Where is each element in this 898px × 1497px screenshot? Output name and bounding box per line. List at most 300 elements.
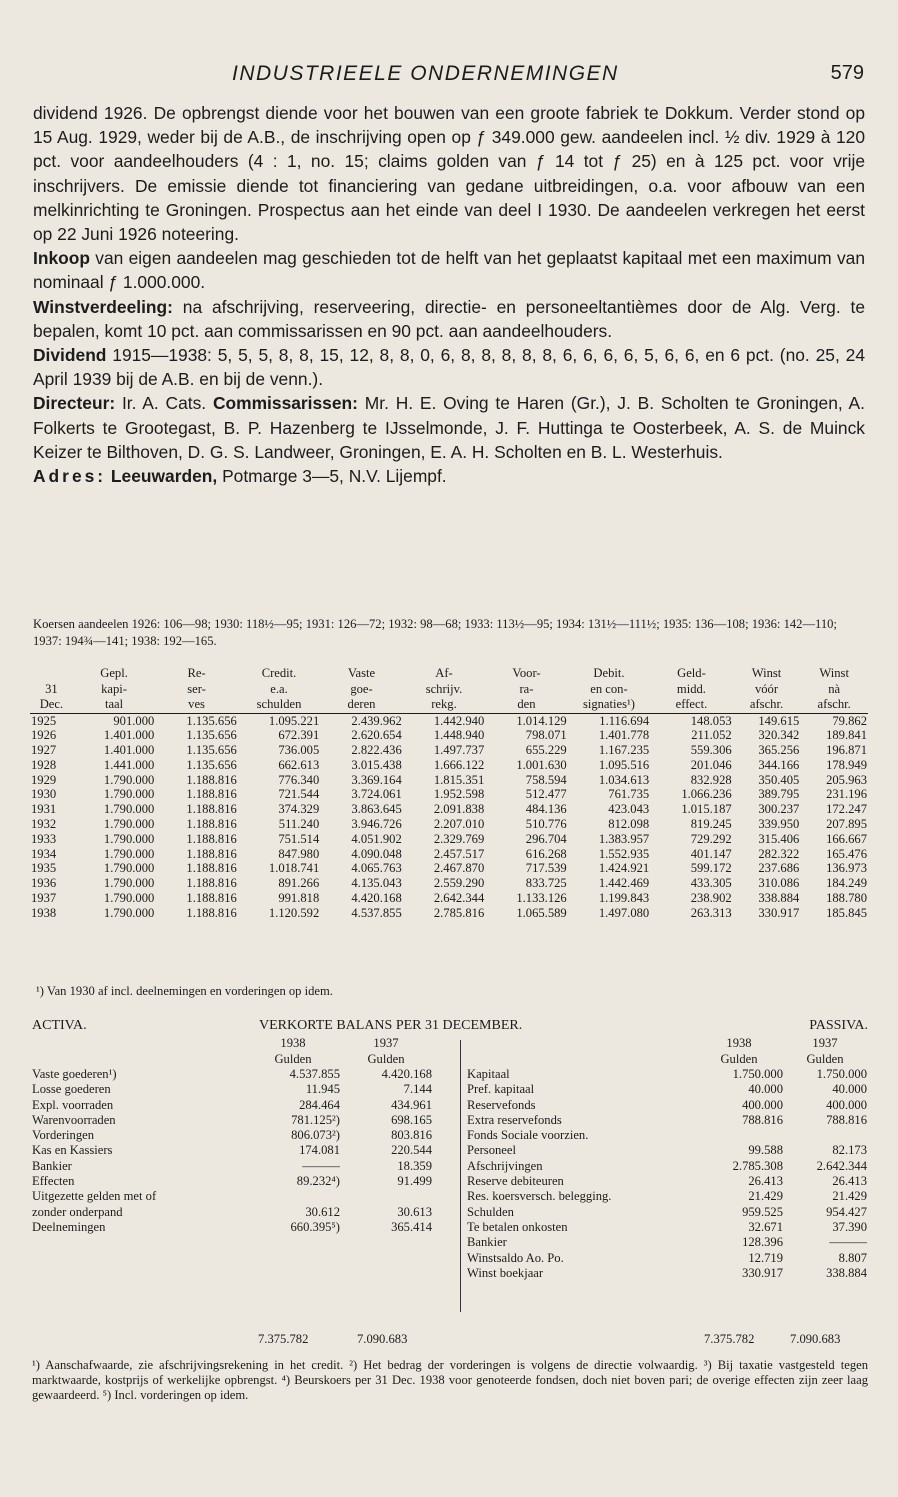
value-cell: 4.537.855 (351, 905, 402, 920)
value-cell: 1.448.940 (433, 728, 485, 743)
passiva-item-value: 1.750.000 (732, 1067, 783, 1081)
value-cell: 1.167.235 (598, 743, 650, 758)
column-header-line: Winst (819, 666, 849, 680)
activa-item-value: ——— (302, 1158, 340, 1173)
passiva-item-label: Kapitaal (467, 1067, 510, 1081)
value-cell: 721.544 (278, 787, 320, 802)
activa-item-value (246, 1189, 340, 1204)
winstverdeeling-paragraph (33, 295, 865, 343)
passiva-item-value: 40.000 (832, 1082, 867, 1097)
value-cell: 1.383.957 (598, 831, 650, 846)
column-header-line: rekg. (431, 697, 457, 711)
column-header-line: Dec. (39, 697, 64, 711)
value-cell: 3.015.438 (351, 757, 402, 772)
column-header-line: e.a. (270, 681, 288, 696)
passiva-item-label: Reservefonds (467, 1097, 536, 1112)
value-cell: 512.477 (525, 787, 567, 802)
column-header (650, 666, 732, 713)
passiva-item-label: Bankier (467, 1235, 507, 1250)
passiva-row (467, 1067, 867, 1082)
column-header-line: kapi- (101, 681, 127, 696)
value-cell: 296.704 (525, 831, 567, 846)
column-header-line: den (517, 697, 536, 711)
value-cell: 1.135.656 (186, 713, 237, 728)
value-cell: 4.065.763 (351, 861, 402, 876)
table-row (30, 773, 868, 788)
passiva-item-value: 400.000 (826, 1097, 867, 1112)
table-body (30, 713, 868, 921)
value-cell: 2.329.769 (433, 831, 485, 846)
activa-item-label: Vorderingen (32, 1128, 95, 1143)
activa-item-value: 698.165 (391, 1112, 432, 1127)
value-cell: 374.329 (278, 802, 320, 817)
column-header (800, 666, 868, 713)
table-row (30, 713, 868, 728)
value-cell: 991.818 (278, 891, 320, 906)
column-header-line: midd. (676, 681, 706, 696)
year-cell: 1934 (31, 846, 57, 861)
year-cell: 1930 (31, 787, 57, 802)
value-cell: 1.401.000 (103, 728, 155, 743)
value-cell: 1.442.469 (598, 876, 650, 891)
passiva-item-value: 21.429 (832, 1189, 867, 1204)
year-cell: 1936 (31, 876, 57, 891)
passiva-item-value: 99.588 (748, 1143, 783, 1158)
passiva-total-1937: 7.090.683 (790, 1332, 841, 1346)
running-head (0, 62, 898, 88)
value-cell: 1.790.000 (103, 772, 155, 787)
value-cell: 423.043 (608, 802, 650, 817)
value-cell: 136.973 (826, 861, 867, 876)
activa-item-value: 434.961 (391, 1097, 432, 1112)
passiva-year-1938: 1938 (726, 1036, 752, 1050)
activa-row (32, 1159, 432, 1174)
value-cell: 1.790.000 (103, 846, 155, 861)
value-cell: 3.946.726 (351, 817, 402, 832)
value-cell: 891.266 (278, 876, 320, 891)
passiva-item-value (695, 1128, 783, 1143)
activa-item-value: 91.499 (397, 1174, 432, 1189)
value-cell: 1.095.516 (598, 757, 650, 772)
value-cell: 2.642.344 (433, 891, 485, 906)
value-cell: 1.135.656 (186, 757, 237, 772)
column-header-line: schrijv. (425, 681, 463, 696)
share-prices: Koersen aandeelen 1926: 106—98; 1930: 118½—95; 1931: 126—72; 1932: 98—68; 1933: 113½—95; 1934: 131½—111½; 1935: 136—108; 1936: 142—110; 1937: 194¾—141; 1938: 192—165. (33, 617, 837, 648)
year-cell: 1933 (31, 831, 57, 846)
value-cell: 433.305 (690, 876, 732, 891)
value-cell: 484.136 (525, 802, 567, 817)
value-cell: 832.928 (690, 772, 732, 787)
value-cell: 751.514 (278, 831, 320, 846)
activa-row (32, 1220, 432, 1235)
value-cell: 178.949 (826, 757, 867, 772)
value-cell: 1.188.816 (186, 802, 237, 817)
passiva-item-label: Personeel (467, 1143, 516, 1158)
activa-item-value: 174.081 (299, 1143, 340, 1158)
balance-footnotes: ¹) Aanschafwaarde, zie afschrijvingsrekening in het credit. ²) Het bedrag der vorderingen is volgens de directie volwaardig. ³) Bij taxatie vastgesteld tegen marktwaarde, kostprijs of werkelijke opbrengst. ⁴) Beurskoers per 31 Dec. 1938 voor genoteerde fondsen, doch niet boven pari; de overige effecten zijn zeer laag gewaardeerd. ⁵) Incl. vorderingen op idem. (32, 1358, 868, 1402)
passiva-currency-row (467, 1052, 867, 1068)
table-row (30, 876, 868, 891)
activa-item-label: Kas en Kassiers (32, 1143, 113, 1158)
value-cell: 149.615 (758, 713, 800, 728)
value-cell: 205.963 (826, 772, 867, 787)
value-cell: 1.497.737 (433, 743, 485, 758)
passiva-total-1938: 7.375.782 (704, 1332, 755, 1346)
value-cell: 599.172 (690, 861, 732, 876)
value-cell: 1.790.000 (103, 831, 155, 846)
passiva-item-value: 788.816 (742, 1112, 783, 1127)
value-cell: 310.086 (758, 876, 800, 891)
passiva-item-value: ——— (829, 1235, 867, 1250)
value-cell: 510.776 (525, 817, 567, 832)
value-cell: 211.052 (691, 728, 732, 743)
activa-item-value: 30.612 (305, 1204, 340, 1219)
activa-year-1937: 1937 (373, 1036, 399, 1050)
value-cell: 1.790.000 (103, 802, 155, 817)
activa-item-label: Bankier (32, 1158, 72, 1173)
value-cell: 819.245 (690, 817, 732, 832)
activa-currency-row (32, 1052, 432, 1068)
column-header-line: Geld- (677, 666, 706, 680)
value-cell: 172.247 (826, 802, 867, 817)
column-header (238, 666, 320, 713)
value-cell: 662.613 (278, 757, 320, 772)
activa-item-value: 4.420.168 (381, 1067, 432, 1081)
value-cell: 1.790.000 (103, 905, 155, 920)
value-cell: 1.066.236 (681, 787, 732, 802)
value-cell: 1.401.778 (598, 728, 650, 743)
activa-item-value: 660.395⁵) (290, 1219, 340, 1234)
activa-item-value: 18.359 (397, 1158, 432, 1173)
passiva-item-value: 959.525 (742, 1204, 783, 1219)
value-cell: 339.950 (758, 817, 800, 832)
value-cell: 1.188.816 (186, 876, 237, 891)
value-cell: 184.249 (826, 876, 867, 891)
year-cell: 1926 (31, 728, 57, 743)
value-cell: 2.207.010 (433, 817, 485, 832)
value-cell: 1.441.000 (103, 757, 155, 772)
passiva-item-value: 40.000 (748, 1082, 783, 1097)
value-cell: 798.071 (525, 728, 567, 743)
value-cell: 2.457.517 (433, 846, 485, 861)
value-cell: 559.306 (690, 743, 732, 758)
table-row (30, 891, 868, 906)
value-cell: 616.268 (525, 846, 567, 861)
column-header-line: vóór (754, 681, 779, 696)
passiva-row (467, 1235, 867, 1250)
activa-item-label: Vaste goederen¹) (32, 1067, 117, 1081)
value-cell: 4.051.902 (351, 831, 402, 846)
column-header-line: ves (188, 697, 205, 711)
value-cell: 1.095.221 (268, 713, 320, 728)
table-header-row (30, 666, 868, 713)
value-cell: 185.845 (826, 905, 867, 920)
value-cell: 511.240 (278, 817, 320, 832)
dividend-text: 1915—1938: 5, 5, 5, 8, 8, 15, 12, 8, 8, 0, 6, 8, 8, 8, 8, 8, 6, 6, 6, 6, 5, 6, 6, en 6 pct. (no. 25, 24 April 1939 bij de A.B. en bij de venn.). (33, 345, 865, 390)
value-cell: 189.841 (826, 728, 867, 743)
passiva-item-value: 37.390 (832, 1219, 867, 1234)
activa-item-label: zonder onderpand (32, 1204, 123, 1219)
activa-item-label: Losse goederen (32, 1082, 111, 1097)
passiva-item-value: 400.000 (742, 1097, 783, 1112)
value-cell: 2.620.654 (351, 728, 402, 743)
value-cell: 1.188.816 (186, 905, 237, 920)
value-cell: 736.005 (278, 743, 320, 758)
value-cell: 1.135.656 (186, 728, 237, 743)
value-cell: 1.497.080 (598, 905, 650, 920)
table-row (30, 728, 868, 743)
value-cell: 263.313 (690, 905, 732, 920)
balance-sheet-heading (32, 1018, 868, 1036)
directeur-label: Directeur: (33, 393, 116, 414)
column-header-line: ser- (187, 681, 206, 696)
value-cell: 1.199.843 (598, 891, 650, 906)
column-header (403, 666, 485, 713)
value-cell: 165.476 (826, 846, 867, 861)
table-row (30, 758, 868, 773)
column-header-line: Vaste (347, 666, 376, 680)
passiva-row (467, 1220, 867, 1235)
adres-text: Potmarge 3—5, N.V. Lijempf. (217, 466, 447, 487)
passiva-year-row (467, 1036, 867, 1052)
passiva-item-value: 2.642.344 (816, 1158, 867, 1173)
column-header-line: afschr. (817, 697, 851, 711)
value-cell: 4.090.048 (351, 846, 402, 861)
value-cell: 1.120.592 (268, 905, 320, 920)
passiva-item-label: Winst boekjaar (467, 1265, 544, 1280)
value-cell: 1.188.816 (186, 817, 237, 832)
activa-total-1937: 7.090.683 (357, 1332, 408, 1346)
value-cell: 2.822.436 (351, 743, 402, 758)
passiva-item-value: 32.671 (748, 1219, 783, 1234)
value-cell: 1.034.613 (598, 772, 650, 787)
passiva-item-value: 1.750.000 (816, 1067, 867, 1081)
value-cell: 1.133.126 (516, 891, 567, 906)
year-cell: 1935 (31, 861, 57, 876)
adres-city: Leeuwarden, (106, 466, 218, 487)
passiva-row (467, 1098, 867, 1113)
column-header (73, 666, 155, 713)
activa-item-value: 7.144 (403, 1082, 432, 1097)
activa-item-label: Warenvoorraden (32, 1112, 116, 1127)
page-number: 579 (830, 62, 864, 84)
year-cell: 1928 (31, 757, 57, 772)
activa-row (32, 1067, 432, 1082)
value-cell: 4.135.043 (351, 876, 402, 891)
year-cell: 1925 (31, 713, 57, 728)
passiva-item-value: 26.413 (832, 1174, 867, 1189)
passiva-item-value: 21.429 (748, 1189, 783, 1204)
running-head-title: INDUSTRIEELE ONDERNEMINGEN (232, 62, 619, 85)
column-header (568, 666, 650, 713)
passiva-item-label: Schulden (467, 1204, 514, 1219)
value-cell: 1.188.816 (186, 787, 237, 802)
value-cell: 338.884 (758, 891, 800, 906)
value-cell: 833.725 (525, 876, 567, 891)
activa-item-label: Uitgezette gelden met of (32, 1189, 157, 1204)
column-header-line: en con- (590, 681, 628, 696)
column-header (320, 666, 402, 713)
activa-item-label: Effecten (32, 1174, 75, 1189)
value-cell: 315.406 (758, 831, 800, 846)
table-row (30, 787, 868, 802)
activa-item-value: 284.464 (299, 1097, 340, 1112)
column-header-line: goe- (350, 681, 373, 696)
value-cell: 2.467.870 (433, 861, 485, 876)
column-header-line: Af- (435, 666, 453, 680)
activa-item-value: 365.414 (391, 1219, 432, 1234)
activa-year-1938: 1938 (280, 1036, 306, 1050)
passiva-currency-1937: Gulden (806, 1051, 844, 1066)
management-paragraph (33, 391, 865, 464)
value-cell: 2.439.962 (351, 713, 402, 728)
passiva-row (467, 1082, 867, 1097)
passiva-row (467, 1266, 867, 1281)
value-cell: 300.237 (758, 802, 800, 817)
table-footnote: ¹) Van 1930 af incl. deelnemingen en vorderingen op idem. (36, 984, 333, 998)
value-cell: 847.980 (278, 846, 320, 861)
column-header-line: signaties¹) (582, 697, 635, 711)
value-cell: 1.952.598 (433, 787, 485, 802)
value-cell: 1.790.000 (103, 861, 155, 876)
activa-row (32, 1128, 432, 1143)
value-cell: 1.018.741 (268, 861, 320, 876)
activa-year-row (32, 1036, 432, 1052)
activa-row (32, 1113, 432, 1128)
passiva-item-label: Res. koersversch. belegging. (467, 1189, 612, 1204)
passiva-row (467, 1189, 867, 1204)
value-cell: 1.790.000 (103, 787, 155, 802)
value-cell: 401.147 (690, 846, 732, 861)
value-cell: 1.135.656 (186, 743, 237, 758)
winstverdeeling-text: na afschrijving, reserveering, directie- en personeeltantièmes door de Alg. Verg. te bepalen, komt 10 pct. aan commissarissen en 90 pct. aan aandeelhouders. (33, 296, 865, 341)
column-header (155, 666, 237, 713)
value-cell: 1.015.187 (681, 802, 732, 817)
value-cell: 729.292 (690, 831, 732, 846)
table-row (30, 832, 868, 847)
value-cell: 1.401.000 (103, 743, 155, 758)
activa-item-value: 806.073²) (291, 1128, 340, 1143)
column-header-line: Gepl. (100, 666, 128, 680)
value-cell: 2.091.838 (433, 802, 485, 817)
column-header-line: afschr. (749, 697, 784, 711)
column-header-line: 31 (45, 681, 58, 696)
value-cell: 166.667 (826, 831, 867, 846)
value-cell: 2.559.290 (433, 876, 485, 891)
passiva-item-label: Fonds Sociale voorzien. (467, 1128, 589, 1143)
value-cell: 3.369.164 (351, 772, 402, 787)
column-header-line: Credit. (261, 666, 297, 680)
value-cell: 320.342 (758, 728, 800, 743)
activa-table (32, 1036, 432, 1235)
value-cell: 237.686 (758, 861, 800, 876)
value-cell: 207.895 (826, 817, 867, 832)
activa-row (32, 1143, 432, 1158)
passiva-item-value: 338.884 (826, 1265, 867, 1280)
table-row (30, 861, 868, 876)
activa-row (32, 1189, 432, 1204)
value-cell: 1.116.694 (599, 713, 650, 728)
passiva-item-label: Reserve debiteuren (467, 1174, 564, 1189)
column-header (30, 666, 73, 713)
value-cell: 1.065.589 (516, 905, 567, 920)
activa-item-value: 30.613 (397, 1204, 432, 1219)
activa-currency-1937: Gulden (367, 1051, 405, 1066)
activa-item-value: 89.232⁴) (296, 1174, 340, 1189)
activa-total-1938: 7.375.782 (258, 1332, 309, 1346)
table-row (30, 847, 868, 862)
passiva-row (467, 1143, 867, 1158)
intro-paragraph: dividend 1926. De opbrengst diende voor het bouwen van een groote fabriek te Dokkum. Verder stond op 15 Aug. 1929, weder bij de A.B., de inschrijving open op ƒ 349.000 gew. aandeelen incl. ½ div. 1929 à 120 pct. voor aandeelhouders (4 : 1, no. 15; claims golden van ƒ 14 tot ƒ 25) en à 125 pct. voor vrije inschrijvers. De emissie diende tot financiering van gedane uitbreidingen, o.a. voor afbouw van een melkinrichting te Groningen. Prospectus aan het einde van deel I 1930. De aandeelen verkregen het eerst op 22 Juni 1926 noteering. (33, 103, 865, 245)
value-cell: 330.917 (758, 905, 800, 920)
value-cell: 3.863.645 (351, 802, 402, 817)
passiva-item-value: 788.816 (826, 1112, 867, 1127)
year-cell: 1927 (31, 743, 57, 758)
passiva-row (467, 1159, 867, 1174)
value-cell: 1.188.816 (186, 831, 237, 846)
value-cell: 282.322 (758, 846, 800, 861)
column-header-line: Winst (751, 666, 782, 680)
passiva-item-value: 8.807 (838, 1250, 867, 1265)
inkoop-label: Inkoop (33, 248, 90, 269)
balance-sheet-title: VERKORTE BALANS PER 31 DECEMBER. (259, 1018, 523, 1033)
activa-item-value: 220.544 (391, 1143, 432, 1158)
activa-item-value: 4.537.855 (289, 1067, 340, 1081)
value-cell: 1.014.129 (516, 713, 567, 728)
value-cell: 1.442.940 (433, 713, 485, 728)
passiva-label: PASSIVA. (809, 1018, 868, 1033)
passiva-year-1937: 1937 (812, 1036, 838, 1050)
passiva-row (467, 1251, 867, 1266)
commissarissen-label: Commissarissen: (212, 393, 358, 414)
value-cell: 1.790.000 (103, 891, 155, 906)
column-header-line: Debit. (593, 666, 625, 680)
winstverdeeling-label: Winstverdeeling: (33, 296, 173, 317)
passiva-item-label: Extra reservefonds (467, 1112, 562, 1127)
dividend-paragraph (33, 343, 865, 391)
passiva-item-value (783, 1128, 867, 1143)
value-cell: 1.188.816 (186, 772, 237, 787)
value-cell: 1.424.921 (598, 861, 650, 876)
year-cell: 1937 (31, 891, 57, 906)
column-header-line: taal (104, 697, 124, 711)
value-cell: 1.790.000 (103, 817, 155, 832)
passiva-item-value: 954.427 (826, 1204, 867, 1219)
column-header-line: nà (828, 681, 841, 696)
column-header-line: Re- (187, 666, 206, 680)
balance-divider (460, 1040, 461, 1312)
activa-item-value: 803.816 (391, 1128, 432, 1143)
table-row (30, 906, 868, 921)
passiva-currency-1938: Gulden (720, 1051, 758, 1066)
column-header (733, 666, 801, 713)
value-cell: 1.790.000 (103, 876, 155, 891)
table-row (30, 802, 868, 817)
value-cell: 1.188.816 (186, 891, 237, 906)
passiva-row (467, 1205, 867, 1220)
value-cell: 4.420.168 (351, 891, 402, 906)
value-cell: 79.862 (832, 713, 867, 728)
value-cell: 389.795 (758, 787, 800, 802)
passiva-item-value: 128.396 (742, 1235, 783, 1250)
value-cell: 238.902 (690, 891, 732, 906)
dividend-label: Dividend (33, 345, 107, 366)
value-cell: 188.780 (826, 891, 867, 906)
passiva-row (467, 1128, 867, 1143)
value-cell: 1.666.122 (433, 757, 485, 772)
value-cell: 812.098 (608, 817, 650, 832)
company-description (33, 101, 865, 488)
